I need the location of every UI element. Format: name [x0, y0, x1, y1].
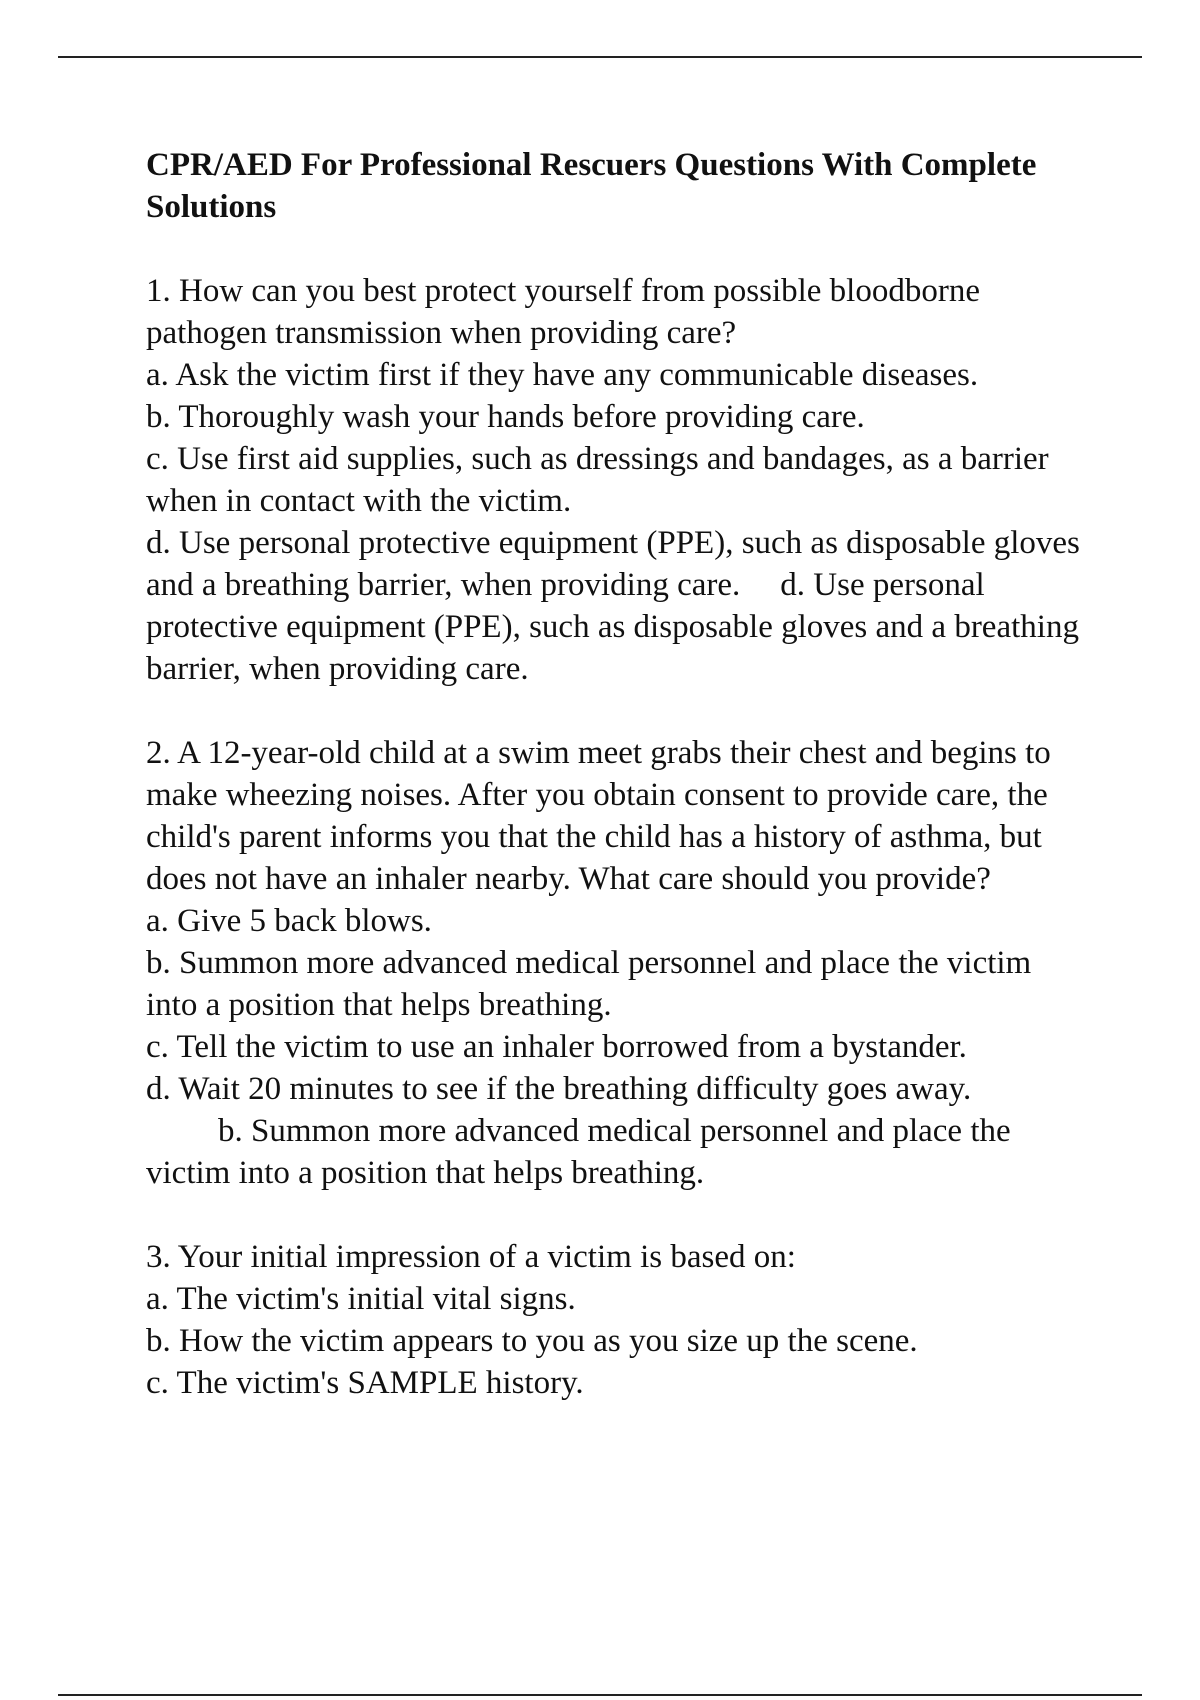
question-2	[146, 732, 1086, 1194]
question-stem: 1. How can you best protect yourself from possible bloodborne pathogen transmission when providing care?	[146, 273, 980, 351]
option-a: a. Ask the victim first if they have any communicable diseases.	[146, 357, 979, 393]
option-b: b. Summon more advanced medical personnel and place the victim into a position that helps breathing.	[146, 945, 1032, 1023]
option-b: b. How the victim appears to you as you size up the scene.	[146, 1323, 918, 1359]
document-title: CPR/AED For Professional Rescuers Questions With Complete Solutions	[146, 147, 1037, 225]
option-d: d. Use personal protective equipment (PPE), such as disposable gloves and a breathing barrier, when providing care.	[146, 525, 1080, 603]
option-a: a. The victim's initial vital signs.	[146, 1281, 576, 1317]
answer: b. Summon more advanced medical personnel and place the victim into a position that helps breathing.	[146, 1113, 1011, 1191]
option-a: a. Give 5 back blows.	[146, 903, 432, 939]
question-stem: 2. A 12-year-old child at a swim meet grabs their chest and begins to make wheezing noises. After you obtain consent to provide care, the child's parent informs you that the child has a history of asthma, but does not have an inhaler nearby. What care should you provide?	[146, 735, 1051, 897]
question-stem: 3. Your initial impression of a victim is based on:	[146, 1239, 796, 1275]
option-d: d. Wait 20 minutes to see if the breathing difficulty goes away.	[146, 1071, 972, 1107]
option-c: c. Use first aid supplies, such as dressings and bandages, as a barrier when in contact with the victim.	[146, 441, 1049, 519]
option-c: c. The victim's SAMPLE history.	[146, 1365, 584, 1401]
answer: d. Use personal protective equipment (PPE), such as disposable gloves and a breathing barrier, when providing care.	[146, 567, 1079, 687]
option-c: c. Tell the victim to use an inhaler borrowed from a bystander.	[146, 1029, 967, 1065]
question-3	[146, 1236, 1086, 1404]
document-body	[146, 144, 1086, 1404]
option-d-with-answer	[146, 522, 1086, 690]
question-1	[146, 270, 1086, 690]
option-b: b. Thoroughly wash your hands before providing care.	[146, 399, 865, 435]
top-rule	[58, 56, 1142, 58]
bottom-rule	[58, 1694, 1142, 1696]
